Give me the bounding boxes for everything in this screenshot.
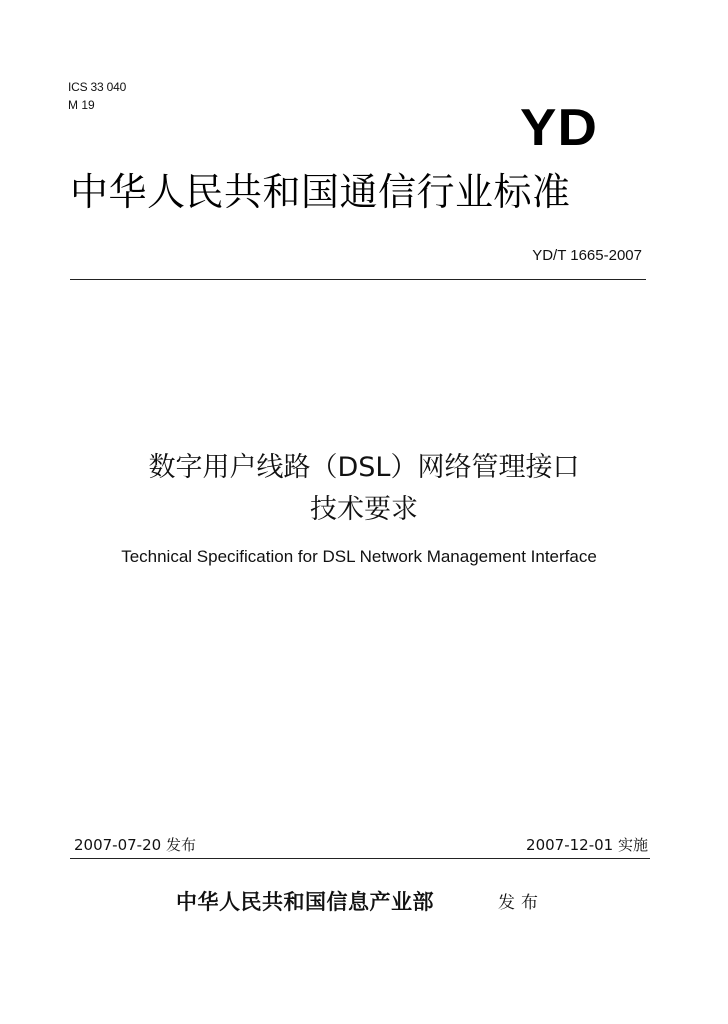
document-title-line2: 技术要求 [310, 494, 418, 525]
standard-number: YD/T 1665-2007 [532, 247, 642, 264]
issue-date: 2007-07-20 发布 [74, 836, 196, 854]
top-divider [70, 279, 646, 280]
yd-logo: YD [520, 99, 598, 157]
document-subtitle-english: Technical Specification for DSL Network Management Interface [121, 547, 597, 566]
document-title-line1: 数字用户线路（DSL）网络管理接口 [148, 452, 580, 483]
standard-title: 中华人民共和国通信行业标准 [70, 170, 571, 214]
implementation-date: 2007-12-01 实施 [526, 836, 648, 854]
issuer-action: 发布 [498, 893, 544, 913]
bottom-divider [70, 858, 650, 859]
classification-code: M 19 [68, 98, 95, 112]
ics-code: ICS 33 040 [68, 80, 127, 94]
issuing-authority: 中华人民共和国信息产业部 [176, 889, 434, 914]
